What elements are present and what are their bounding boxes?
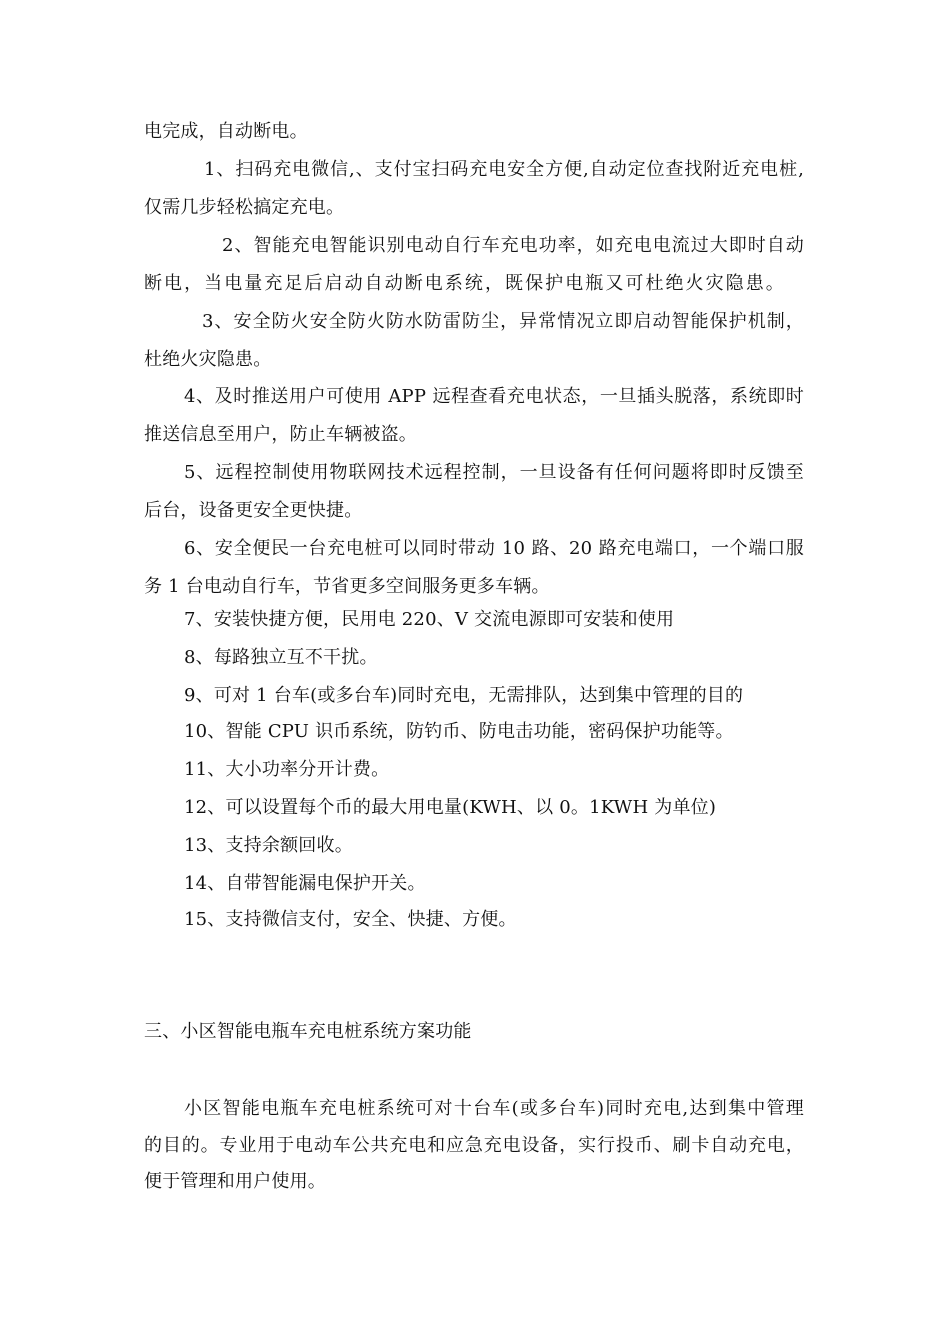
text-line: 6、安全便民一台充电桩可以同时带动 10 路、20 路充电端口，一个端口服: [184, 538, 804, 559]
text-line: 15、支持微信支付，安全、快捷、方便。: [184, 909, 517, 930]
text-line: 便于管理和用户使用。: [144, 1171, 326, 1192]
text-line: 12、可以设置每个币的最大用电量(KWH、以 0。1KWH 为单位): [184, 797, 717, 818]
text-line: 9、可对 1 台车(或多台车)同时充电，无需排队，达到集中管理的目的: [184, 685, 744, 706]
text-line: 11、大小功率分开计费。: [184, 759, 390, 780]
text-line: 4、及时推送用户可使用 APP 远程查看充电状态，一旦插头脱落，系统即时: [184, 386, 804, 407]
text-line: 10、智能 CPU 识币系统，防钓币、防电击功能，密码保护功能等。: [184, 721, 734, 742]
text-line: 杜绝火灾隐患。: [144, 349, 272, 370]
text-line: 1、扫码充电微信,、支付宝扫码充电安全方便,自动定位查找附近充电桩,: [204, 159, 804, 180]
text-line: 8、每路独立互不干扰。: [184, 647, 378, 668]
text-line: 13、支持余额回收。: [184, 835, 353, 856]
text-line: 断电，当电量充足后启动自动断电系统，既保护电瓶又可杜绝火灾隐患。: [144, 273, 784, 294]
text-line: 推送信息至用户，防止车辆被盗。: [144, 424, 417, 445]
text-line: 5、远程控制使用物联网技术远程控制，一旦设备有任何问题将即时反馈至: [184, 462, 804, 483]
text-line: 电完成，自动断电。: [144, 121, 308, 142]
text-line: 的目的。专业用于电动车公共充电和应急充电设备，实行投币、刷卡自动充电，: [144, 1135, 804, 1156]
text-line: 14、自带智能漏电保护开关。: [184, 873, 426, 894]
text-line: 务 1 台电动自行车，节省更多空间服务更多车辆。: [144, 576, 550, 597]
text-line: 仅需几步轻松搞定充电。: [144, 197, 345, 218]
text-line: 后台，设备更安全更快捷。: [144, 500, 363, 521]
text-line: 小区智能电瓶车充电桩系统可对十台车(或多台车)同时充电,达到集中管理: [184, 1098, 804, 1119]
text-line: 2、智能充电智能识别电动自行车充电功率，如充电电流过大即时自动: [222, 235, 804, 256]
text-line: 7、安装快捷方便，民用电 220、V 交流电源即可安装和使用: [184, 609, 675, 630]
text-line: 3、安全防火安全防火防水防雷防尘，异常情况立即启动智能保护机制，: [202, 311, 804, 332]
section-heading: 三、小区智能电瓶车充电桩系统方案功能: [144, 1021, 472, 1042]
